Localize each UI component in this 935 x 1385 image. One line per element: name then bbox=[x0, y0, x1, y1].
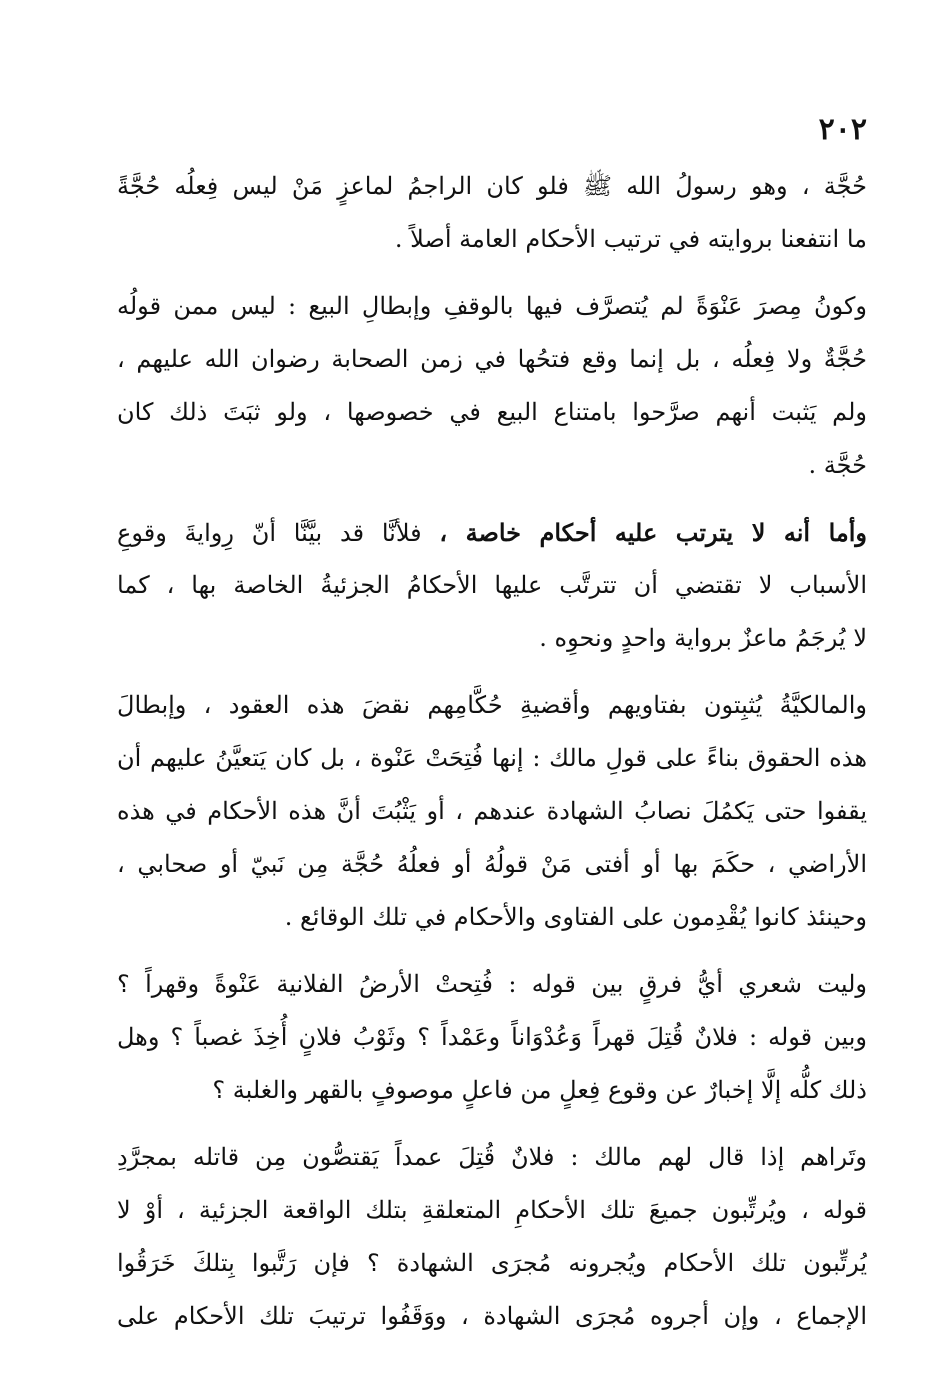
text-line: وليت شعري أيُّ فرقٍ بين قوله : فُتِحتْ الأرضُ الفلانية عَنْوةً وقهراً ؟ bbox=[117, 970, 867, 998]
paragraph-3 bbox=[117, 506, 867, 665]
text-line: وكونُ مِصرَ عَنْوَةً لم يُتصرَّف فيها بالوقفِ وإبطالِ البيع : ليس ممن قولُه bbox=[117, 292, 867, 320]
paragraph-6 bbox=[117, 1131, 867, 1343]
text-line: يُرتِّبون تلك الأحكام ويُجرونه مُجرَى الشهادة ؟ فإن رَتَّبوا بِتلكَ خَرَقُوا bbox=[117, 1249, 867, 1277]
text-line: لا يُرجَمُ ماعزٌ برواية واحدٍ ونحوِه . bbox=[539, 624, 867, 652]
text-line: يقفوا حتى يَكمُلَ نصابُ الشهادة عندهم ، أو يَثْبُتَ أنَّ هذه الأحكام في هذه bbox=[117, 797, 867, 825]
paragraph-2 bbox=[117, 280, 867, 492]
page-number: ٢٠٢ bbox=[818, 112, 867, 147]
text-line: والمالكيَّةُ يُثبِتون بفتاويهم وأقضيةِ حُكَّامِهم نقضَ هذه العقود ، وإبطالَ bbox=[117, 691, 867, 719]
text-line bbox=[117, 506, 867, 559]
text-line: حُجَّةٌ ولا فِعلُه ، بل إنما وقع فتحُها في زمن الصحابة رضوان الله عليهم ، bbox=[117, 345, 867, 373]
text-line: ذلك كلُّه إلَّا إخبارٌ عن وقوع فِعلٍ من فاعلٍ موصوفٍ بالقهر والغلبة ؟ bbox=[212, 1076, 867, 1104]
text-line: وتَراهم إذا قال لهم مالك : فلانٌ قُتِلَ عمداً يَقتصُّون مِن قاتله بمجرَّدِ bbox=[117, 1143, 867, 1171]
text-line: الأراضي ، حكَمَ بها أو أفتى مَنْ قولُهُ أو فعلُهُ حُجَّة مِن نَبيّ أو صحابي ، bbox=[117, 850, 867, 878]
lead-continuation: فلأنَّا قد بيَّنَّا أنّ رِوايةَ وقوعِ bbox=[117, 519, 440, 547]
text-line: الإجماع ، وإن أجروه مُجرَى الشهادة ، ووَقَفُوا ترتيبَ تلك الأحكام على bbox=[117, 1302, 867, 1330]
text-line: ما انتفعنا بروايته في ترتيب الأحكام العامة أصلاً . bbox=[394, 225, 867, 253]
text-line: حُجَّة ، وهو رسولُ الله ﷺ فلو كان الراجمُ لماعزٍ مَنْ ليس فِعلُه حُجَّةً bbox=[117, 172, 867, 200]
text-line: وبين قوله : فلانٌ قُتِلَ قهراً وَعُدْوَاناً وعَمْداً ؟ وثَوْبُ فلانٍ أُخِذَ غصباً ؟ وهل bbox=[117, 1023, 867, 1051]
body-text bbox=[117, 160, 867, 1357]
paragraph-1 bbox=[117, 160, 867, 266]
bold-lead-phrase: وأما أنه لا يترتب عليه أحكام خاصة ، bbox=[439, 518, 867, 547]
text-line: الأسباب لا تقتضي أن تترتَّب عليها الأحكامُ الجزئيةُ الخاصة بها ، كما bbox=[117, 571, 867, 599]
paragraph-5 bbox=[117, 958, 867, 1117]
paragraph-4 bbox=[117, 679, 867, 944]
text-line: وحينئذ كانوا يُقْدِمون على الفتاوى والأحكام في تلك الوقائع . bbox=[284, 903, 867, 931]
text-line: قوله ، ويُرتِّبون جميعَ تلك الأحكامِ المتعلقةِ بتلك الواقعة الجزئية ، أوْ لا bbox=[117, 1196, 867, 1224]
text-line: حُجَّة . bbox=[808, 451, 867, 479]
text-line: ولم يَثبت أنهم صرَّحوا بامتناع البيع في خصوصها ، ولو ثبَتَ ذلك كان bbox=[117, 398, 867, 426]
text-line: هذه الحقوق بناءً على قولِ مالك : إنها فُتِحَتْ عَنْوة ، بل كان يَتعيَّنُ عليهم أن bbox=[117, 744, 867, 772]
